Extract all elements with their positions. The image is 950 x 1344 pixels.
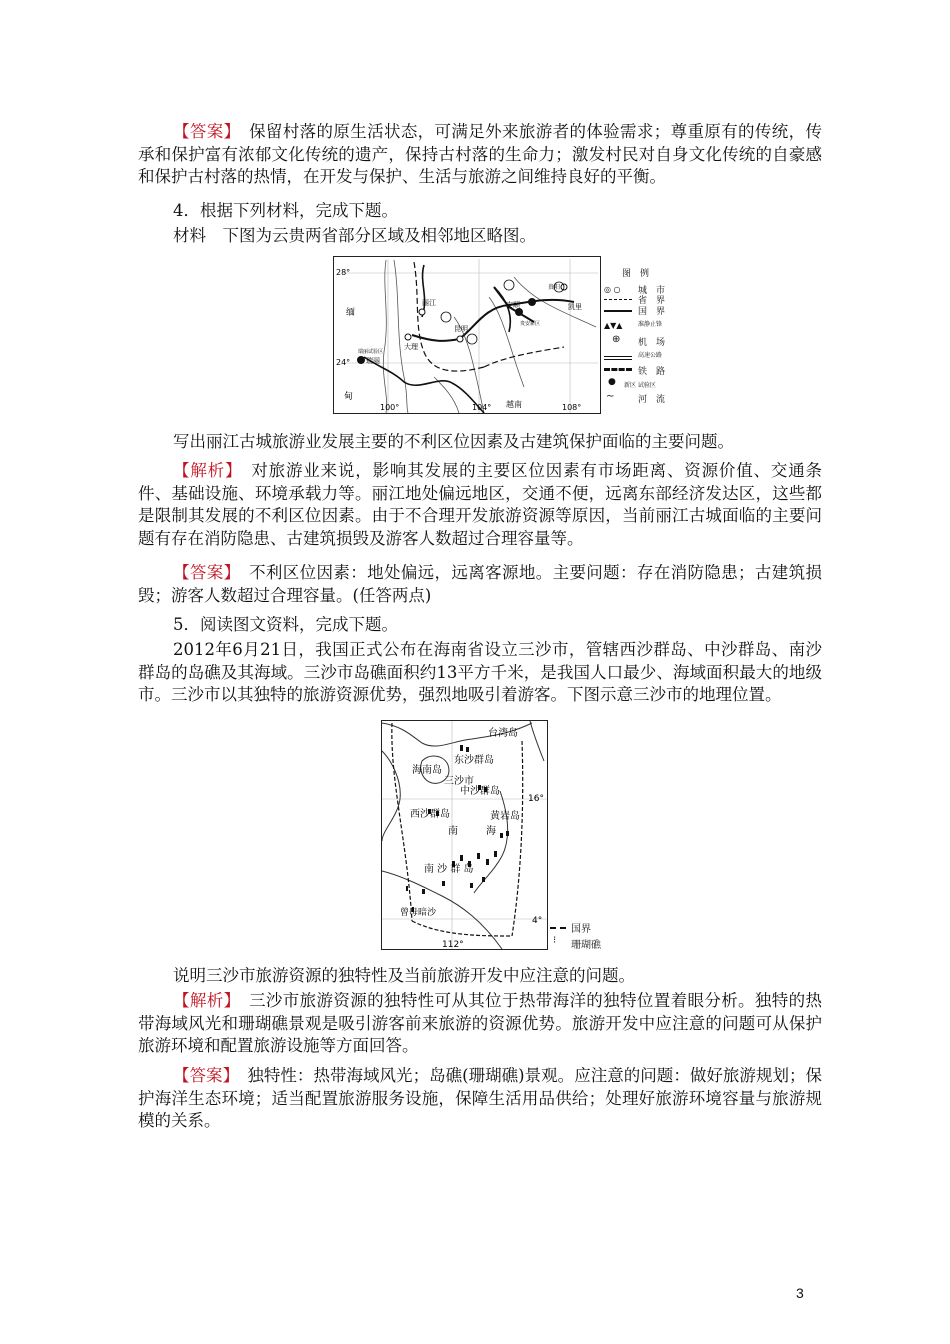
ruili-label: 瑞丽 bbox=[366, 357, 380, 365]
analysis-4-text: 对旅游业来说，影响其发展的主要区位因素有市场距离、资源价值、交通条件、基础设施、环境承载力等。丽江地处偏远地区，交通不便，远离东部经济发达区，这些都是限制其发展的不利区位因素。由于不合理开发旅游资源等原因，当前丽江古城面临的主要问题有存在消防隐患、古建筑损毁及游客人数超过合理容量等。 bbox=[138, 461, 823, 548]
answer-tag: 【答案】 bbox=[173, 122, 233, 141]
answer-5-text: 独特性：热带海域风光；岛礁(珊瑚礁)景观。应注意的问题：做好旅游规划；保护海洋生态环境；适当配置旅游服务设施，保障生活用品供给；处理好旅游环境容量与旅游规模的关系。 bbox=[138, 1066, 823, 1131]
legend-front: 准静止锋 bbox=[638, 321, 663, 328]
legend-river: 河 流 bbox=[638, 395, 666, 405]
answer-4 bbox=[138, 562, 822, 607]
legend-river-icon: ∼ bbox=[606, 391, 615, 402]
guiyang-label: 贵阳 bbox=[548, 284, 561, 291]
hai-label: 海 bbox=[486, 826, 496, 837]
hainan-label: 海南岛 bbox=[412, 765, 442, 776]
question-5-text: 说明三沙市旅游资源的独特性及当前旅游开发中应注意的问题。 bbox=[173, 966, 635, 985]
answer-text: 保留村落的原生活状态，可满足外来旅游者的体验需求；尊重原有的传统，传承和保护富有浓郁文化传统的遗产，保持古村落的生命力；激发村民对自身文化传统的自豪感和保护古村落的热情，在开发与保护、生活与旅游之间维持良好的平衡。 bbox=[138, 122, 823, 187]
question-4-title: 4．根据下列材料，完成下题。 bbox=[173, 201, 398, 220]
lat-28-label: 28° bbox=[336, 268, 351, 277]
sansha-map bbox=[381, 720, 548, 950]
legend-province-boundary: 省 界 bbox=[638, 296, 666, 306]
analysis-tag: 【解析】 bbox=[173, 991, 233, 1010]
lon-108-label: 108° bbox=[562, 403, 582, 412]
lat-4-label: 4° bbox=[532, 916, 543, 926]
legend-airport: 机 场 bbox=[638, 338, 666, 348]
lijiang-label: 丽江 bbox=[422, 299, 436, 307]
ruili-zone-label: 瑞丽试验区 bbox=[358, 349, 384, 355]
legend-railway: 铁 路 bbox=[638, 367, 666, 377]
legend-newzone-icon: ● bbox=[608, 377, 616, 387]
legend-national-boundary: 国界 bbox=[571, 924, 591, 935]
burma-label-2: 甸 bbox=[344, 392, 354, 402]
legend-front-icon: ▲▼▲ bbox=[604, 321, 623, 330]
analysis-5-text: 三沙市旅游资源的独特性可从其位于热带海洋的独特位置着眼分析。独特的热带海域风光和珊瑚礁景观是吸引游客前来旅游的资源优势。旅游开发中应注意的问题可从保护旅游环境和配置旅游设施等方面回答。 bbox=[138, 991, 823, 1056]
answer-tag: 【答案】 bbox=[173, 1066, 231, 1085]
question-4-text: 写出丽江古城旅游业发展主要的不利区位因素及古建筑保护面临的主要问题。 bbox=[173, 432, 734, 451]
national-boundary-icon bbox=[550, 927, 566, 929]
kunming-label: 昆明 bbox=[454, 325, 468, 333]
legend-highway-icon bbox=[604, 356, 632, 360]
page-number: 3 bbox=[796, 1285, 804, 1301]
analysis-tag: 【解析】 bbox=[173, 461, 235, 480]
yunnan-guizhou-map bbox=[333, 256, 601, 414]
huangyan-label: 黄岩岛 bbox=[490, 811, 520, 822]
zhongsha-label: 中沙群岛 bbox=[460, 786, 500, 797]
lat-16-label: 16° bbox=[528, 794, 544, 804]
analysis-4 bbox=[138, 460, 822, 550]
legend-province-boundary-icon bbox=[604, 299, 632, 300]
kaili-label: 凯里 bbox=[568, 303, 582, 311]
answer-4-text: 不利区位因素：地处偏远，远离客源地。主要问题：存在消防隐患；古建筑损毁；游客人数超过合理容量。(任答两点) bbox=[138, 563, 823, 605]
dali-label: 大理 bbox=[404, 343, 418, 351]
legend-coral-reef: 珊瑚礁 bbox=[571, 940, 601, 951]
answer-tag: 【答案】 bbox=[173, 563, 233, 582]
question-4-material: 材料 下图为云贵两省部分区域及相邻地区略图。 bbox=[173, 226, 536, 245]
analysis-5 bbox=[138, 990, 822, 1058]
lon-112-label: 112° bbox=[442, 940, 464, 949]
airport-icon: ⊕ bbox=[612, 334, 621, 345]
taiwan-label: 台湾岛 bbox=[488, 728, 518, 739]
legend-railway-icon bbox=[604, 368, 632, 371]
sansha-label: 三沙市 bbox=[444, 776, 474, 787]
dongsha-label: 东沙群岛 bbox=[454, 755, 494, 766]
legend-title: 图 例 bbox=[622, 269, 650, 279]
legend-city-icon: ◎ ○ bbox=[604, 285, 621, 294]
legend-national-boundary: 国 界 bbox=[638, 307, 666, 317]
question-5-title: 5．阅读图文资料，完成下题。 bbox=[173, 615, 398, 634]
xisha-label: 西沙群岛 bbox=[410, 809, 450, 820]
vietnam-label: 越南 bbox=[506, 400, 522, 409]
lon-104-label: 104° bbox=[472, 403, 492, 412]
zengmu-label: 曾母暗沙 bbox=[400, 908, 437, 918]
legend-highway: 高速公路 bbox=[638, 352, 663, 359]
guian-label: 贵安新区 bbox=[520, 321, 541, 327]
legend-city: 城 市 bbox=[638, 286, 666, 296]
coral-reef-icon: ⁝ bbox=[553, 935, 557, 946]
lat-24-label: 24° bbox=[336, 358, 351, 367]
answer-5 bbox=[138, 1065, 822, 1133]
map2-legend bbox=[550, 920, 620, 956]
answer-paragraph-1 bbox=[138, 121, 822, 189]
map1-legend bbox=[602, 262, 692, 412]
burma-label-1: 缅 bbox=[346, 308, 356, 318]
legend-newzone: 新区 试验区 bbox=[624, 382, 656, 389]
nansha-label: 南 沙 群 岛 bbox=[424, 864, 474, 875]
legend-national-boundary-icon bbox=[604, 310, 632, 312]
nan-label: 南 bbox=[448, 826, 458, 837]
anshun-label: 安顺 bbox=[506, 301, 520, 309]
question-5-material: 2012年6月21日，我国正式公布在海南省设立三沙市，管辖西沙群岛、中沙群岛、南沙群岛的岛礁及其海域。三沙市岛礁面积约13平方千米，是我国人口最少、海域面积最大的地级市。三沙市以其独特的旅游资源优势，强烈地吸引着游客。下图示意三沙市的地理位置。 bbox=[138, 640, 822, 705]
lon-100-label: 100° bbox=[380, 403, 400, 412]
